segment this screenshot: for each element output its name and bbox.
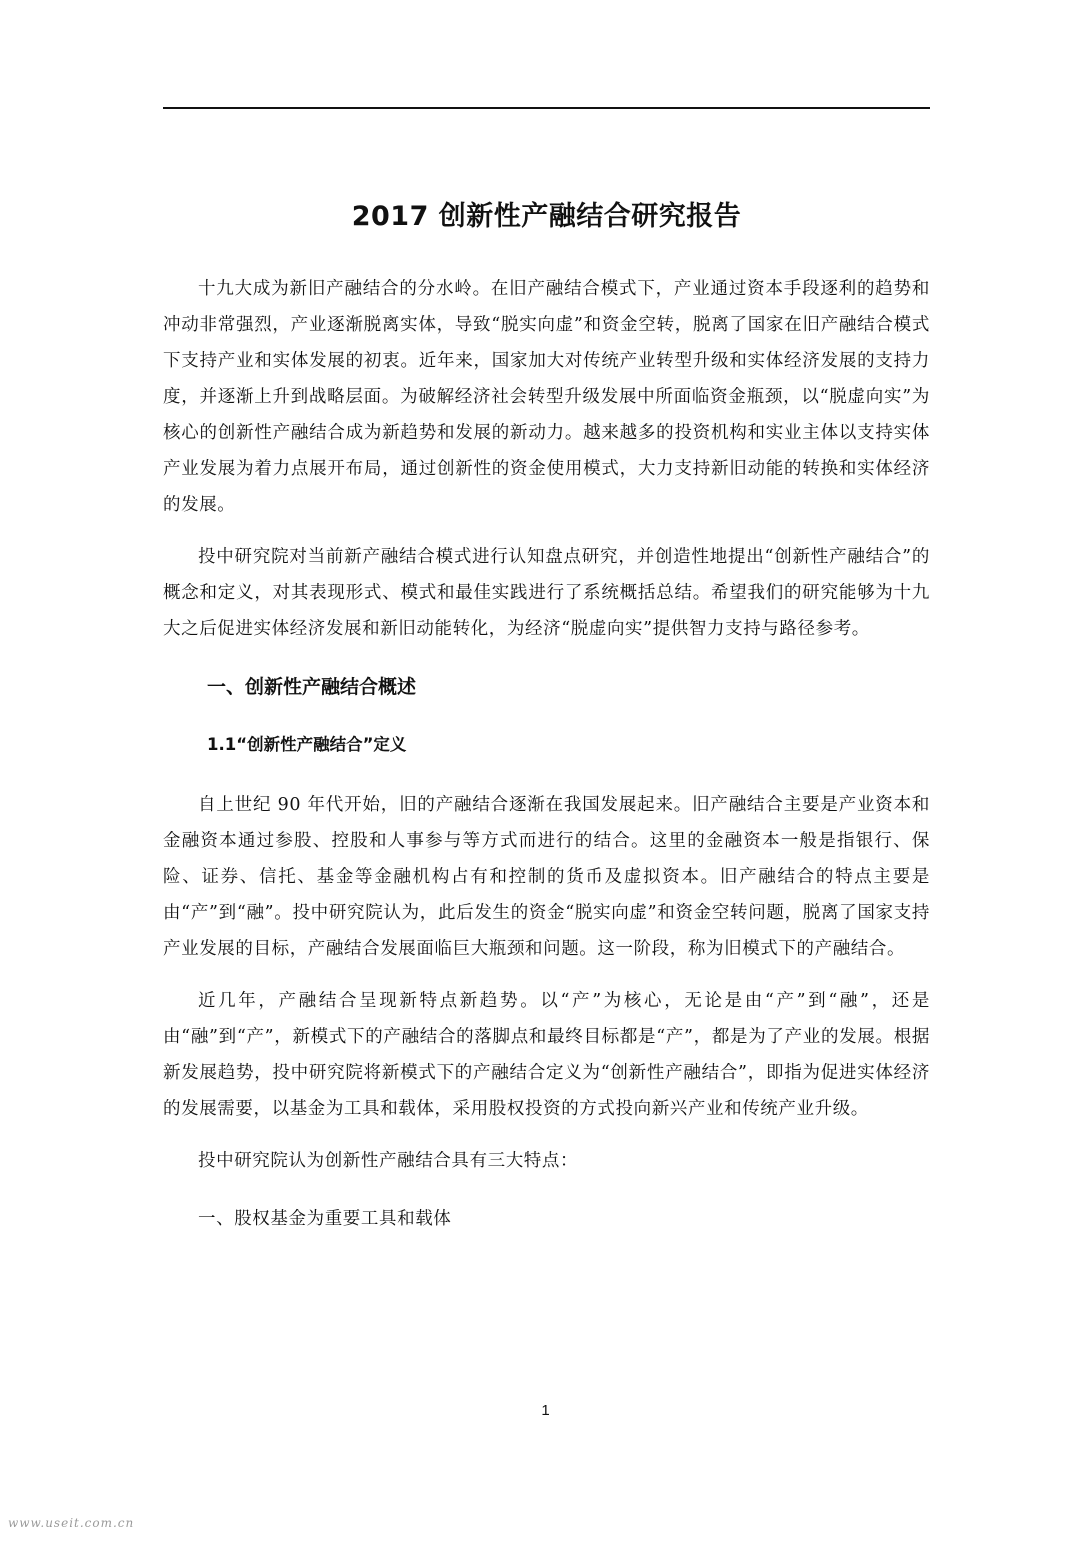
header-rule <box>163 107 930 109</box>
watermark: www.useit.com.cn <box>8 1516 135 1530</box>
section-list-item: 一、股权基金为重要工具和载体 <box>198 1209 452 1229</box>
intro-paragraph-1: 十九大成为新旧产融结合的分水岭。在旧产融结合模式下，产业通过资本手段逐利的趋势和冲动非常强烈，产业逐渐脱离实体，导致“脱实向虚”和资金空转，脱离了国家在旧产融结合模式下支持产业和实体发展的初衷。近年来，国家加大对传统产业转型升级和实体经济发展的支持力度，并逐渐上升到战略层面。为破解经济社会转型升级发展中所面临资金瓶颈，以“脱虚向实”为核心的创新性产融结合成为新趋势和发展的新动力。越来越多的投资机构和实业主体以支持实体产业发展为着力点展开布局，通过创新性的资金使用模式，大力支持新旧动能的转换和实体经济的发展。 <box>163 279 930 515</box>
section-heading: 一、创新性产融结合概述 <box>207 676 417 698</box>
intro-paragraph-2: 投中研究院对当前新产融结合模式进行认知盘点研究，并创造性地提出“创新性产融结合”的概念和定义，对其表现形式、模式和最佳实践进行了系统概括总结。希望我们的研究能够为十九大之后促进实体经济发展和新旧动能转化，为经济“脱虚向实”提供智力支持与路径参考。 <box>163 547 930 639</box>
section-paragraph-3: 投中研究院认为创新性产融结合具有三大特点： <box>198 1151 579 1171</box>
page-number: 1 <box>541 1402 550 1419</box>
document-title: 2017 创新性产融结合研究报告 <box>351 201 742 232</box>
section-paragraph-2: 近几年，产融结合呈现新特点新趋势。以“产”为核心，无论是由“产”到“融”，还是由“融”到“产”，新模式下的产融结合的落脚点和最终目标都是“产”，都是为了产业的发展。根据新发展趋势，投中研究院将新模式下的产融结合定义为“创新性产融结合”，即指为促进实体经济的发展需要，以基金为工具和载体，采用股权投资的方式投向新兴产业和传统产业升级。 <box>163 991 930 1119</box>
subsection-heading: 1.1“创新性产融结合”定义 <box>207 735 407 754</box>
document-body <box>163 190 930 1253</box>
section-paragraph-1: 自上世纪 90 年代开始，旧的产融结合逐渐在我国发展起来。旧产融结合主要是产业资本和金融资本通过参股、控股和人事参与等方式而进行的结合。这里的金融资本一般是指银行、保险、证券、信托、基金等金融机构占有和控制的货币及虚拟资本。旧产融结合的特点主要是由“产”到“融”。投中研究院认为，此后发生的资金“脱实向虚”和资金空转问题，脱离了国家支持产业发展的目标，产融结合发展面临巨大瓶颈和问题。这一阶段，称为旧模式下的产融结合。 <box>163 795 930 959</box>
